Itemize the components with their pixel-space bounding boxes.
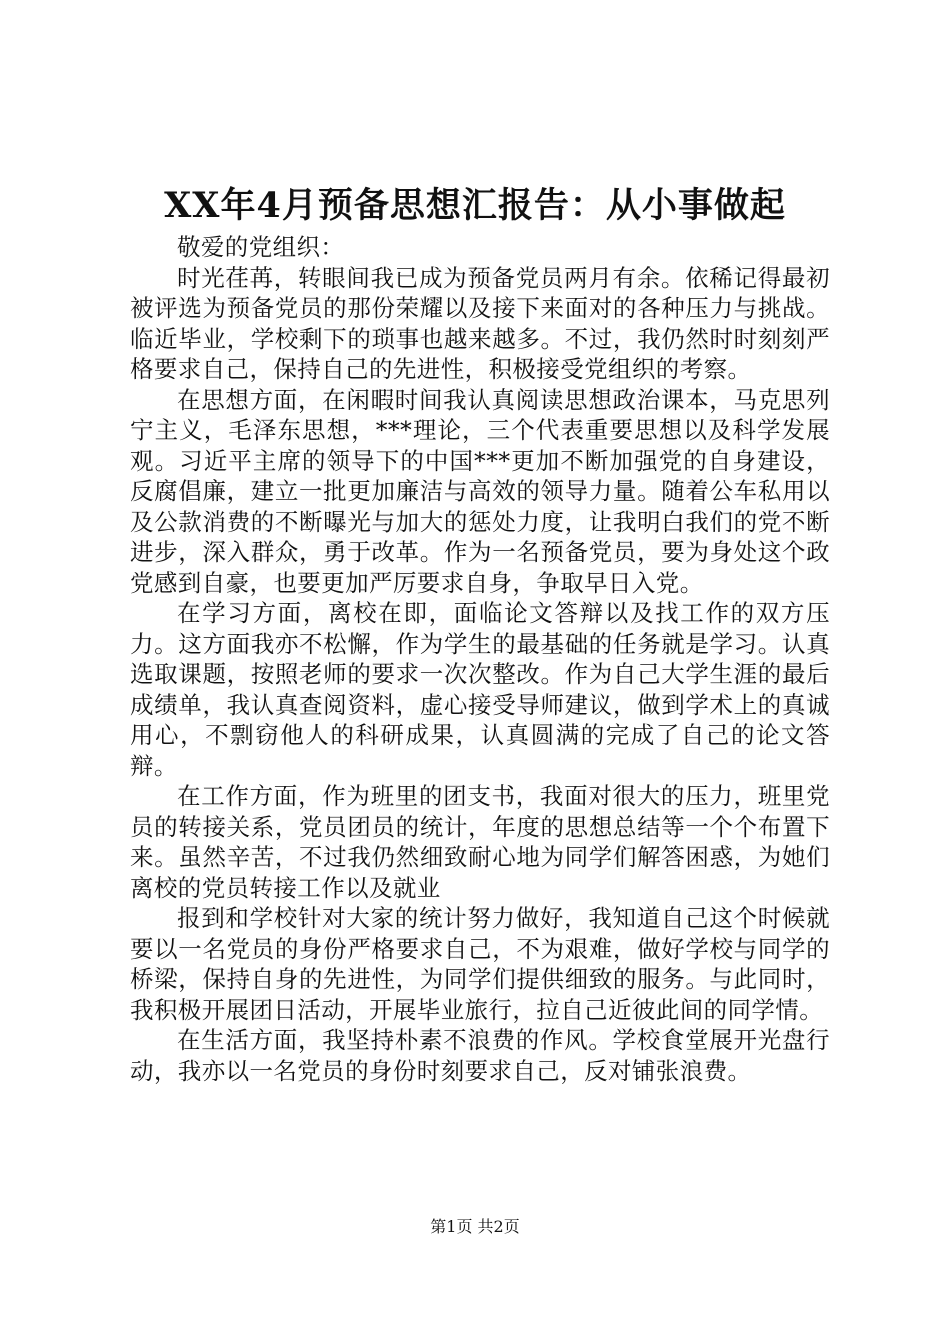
document-title: XX年4月预备思想汇报告：从小事做起 xyxy=(164,185,786,226)
page-number-footer: 第1页 共2页 xyxy=(430,1217,520,1236)
paragraph-1: 时光荏苒，转眼间我已成为预备党员两月有余。依稀记得最初被评选为预备党员的那份荣耀以及接下来面对的各种压力与挑战。临近毕业，学校剩下的琐事也越来越多。不过，我仍然时时刻刻严格要求自己，保持自己的先进性，积极接受党组织的考察。 xyxy=(130,263,830,383)
paragraph-6: 在生活方面，我坚持朴素不浪费的作风。学校食堂展开光盘行动，我亦以一名党员的身份时刻要求自己，反对铺张浪费。 xyxy=(130,1026,830,1085)
salutation: 敬爱的党组织： xyxy=(177,233,345,261)
paragraph-4: 在工作方面，作为班里的团支书，我面对很大的压力，班里党员的转接关系，党员团员的统计，年度的思想总结等一个个布置下来。虽然辛苦，不过我仍然细致耐心地为同学们解答困惑，为她们离校的党员转接工作以及就业 xyxy=(130,782,830,902)
document-body xyxy=(130,232,830,1086)
paragraph-5: 报到和学校针对大家的统计努力做好，我知道自己这个时候就要以一名党员的身份严格要求自己，不为艰难，做好学校与同学的桥梁，保持自身的先进性，为同学们提供细致的服务。与此同时，我积极开展团日活动，开展毕业旅行，拉自己近彼此间的同学情。 xyxy=(130,904,830,1024)
paragraph-2: 在思想方面，在闲暇时间我认真阅读思想政治课本，马克思列宁主义，毛泽东思想，***理论，三个代表重要思想以及科学发展观。习近平主席的领导下的中国***更加不断加强党的自身建设，反腐倡廉，建立一批更加廉洁与高效的领导力量。随着公车私用以及公款消费的不断曝光与加大的惩处力度，让我明白我们的党不断进步，深入群众，勇于改革。作为一名预备党员，要为身处这个政党感到自豪，也要更加严厉要求自身，争取早日入党。 xyxy=(130,385,830,597)
paragraph-3: 在学习方面，离校在即，面临论文答辩以及找工作的双方压力。这方面我亦不松懈，作为学生的最基础的任务就是学习。认真选取课题，按照老师的要求一次次整改。作为自己大学生涯的最后成绩单，我认真查阅资料，虚心接受导师建议，做到学术上的真诚用心，不剽窃他人的科研成果，认真圆满的完成了自己的论文答辩。 xyxy=(130,599,830,780)
